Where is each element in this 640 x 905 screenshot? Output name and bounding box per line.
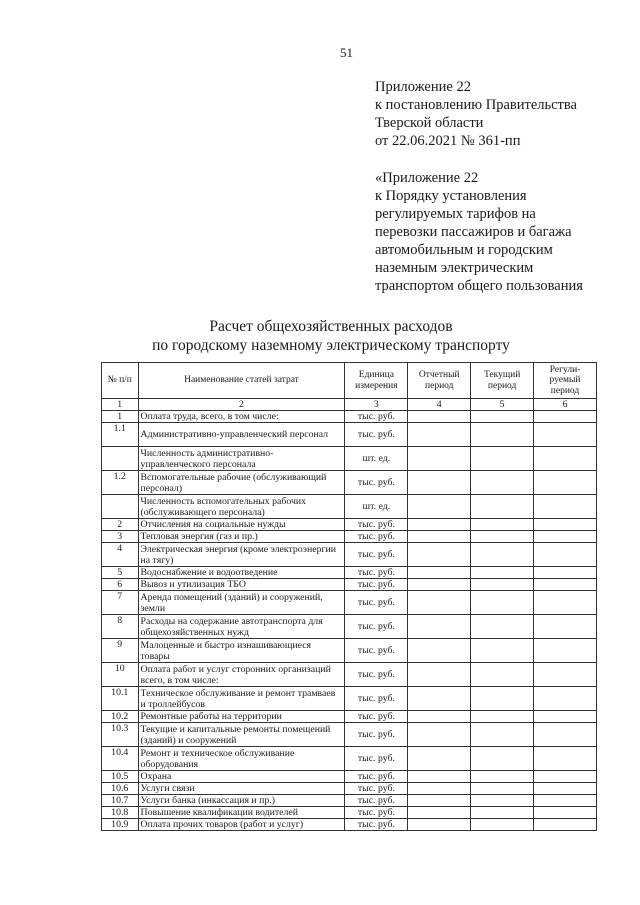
- row-current-value: [471, 615, 534, 639]
- row-unit: шт. ед.: [345, 447, 408, 471]
- table-row: [102, 495, 597, 519]
- row-cost-item: Оплата труда, всего, в том числе:: [138, 411, 345, 423]
- row-current-value: [471, 711, 534, 723]
- document-title: [0, 317, 640, 355]
- row-cost-item: Электрическая энергия (кроме электроэнергии на тягу): [138, 543, 345, 567]
- row-cost-item: Охрана: [138, 771, 345, 783]
- header-num: № п/п: [102, 363, 139, 399]
- row-current-value: [471, 771, 534, 783]
- row-reporting-value: [408, 591, 471, 615]
- row-regulated-value: [534, 579, 597, 591]
- row-regulated-value: [534, 543, 597, 567]
- row-unit: тыс. руб.: [345, 723, 408, 747]
- table-row: [102, 531, 597, 543]
- appendix-quote-line: транспортом общего пользования: [375, 278, 583, 294]
- column-number: 3: [345, 399, 408, 411]
- row-cost-item: Малоценные и быстро изнашивающиеся товары: [138, 639, 345, 663]
- row-cost-item: Отчисления на социальные нужды: [138, 519, 345, 531]
- row-regulated-value: [534, 723, 597, 747]
- row-regulated-value: [534, 447, 597, 471]
- row-current-value: [471, 411, 534, 423]
- table-row: [102, 591, 597, 615]
- row-current-value: [471, 447, 534, 471]
- appendix-quote-line: к Порядку установления: [375, 188, 527, 204]
- row-regulated-value: [534, 807, 597, 819]
- table-row: [102, 423, 597, 447]
- row-cost-item: Тепловая энергия (газ и пр.): [138, 531, 345, 543]
- column-number: 5: [471, 399, 534, 411]
- table-row: [102, 711, 597, 723]
- row-number: 10: [102, 663, 139, 687]
- column-number: 6: [534, 399, 597, 411]
- cost-table-body: [102, 411, 597, 831]
- row-cost-item: Водоснабжение и водоотведение: [138, 567, 345, 579]
- row-reporting-value: [408, 687, 471, 711]
- column-number: 1: [102, 399, 139, 411]
- header-current-period: Текущий период: [471, 363, 534, 399]
- row-regulated-value: [534, 471, 597, 495]
- appendix-quote-line: «Приложение 22: [375, 170, 479, 186]
- row-reporting-value: [408, 807, 471, 819]
- row-unit: тыс. руб.: [345, 771, 408, 783]
- row-number: 10.1: [102, 687, 139, 711]
- row-number: 1.2: [102, 471, 139, 495]
- row-reporting-value: [408, 495, 471, 519]
- header-name: Наименование статей затрат: [138, 363, 345, 399]
- row-reporting-value: [408, 795, 471, 807]
- table-row: [102, 567, 597, 579]
- row-cost-item: Численность вспомогательных рабочих (обслуживающего персонала): [138, 495, 345, 519]
- row-unit: тыс. руб.: [345, 783, 408, 795]
- table-row: [102, 579, 597, 591]
- row-unit: тыс. руб.: [345, 519, 408, 531]
- row-unit: тыс. руб.: [345, 711, 408, 723]
- row-unit: тыс. руб.: [345, 819, 408, 831]
- table-row: [102, 615, 597, 639]
- appendix-quote-line: перевозки пассажиров и багажа: [375, 224, 572, 240]
- title-line-1: Расчет общехозяйственных расходов: [209, 318, 453, 335]
- row-reporting-value: [408, 615, 471, 639]
- row-number: 9: [102, 639, 139, 663]
- column-number: 4: [408, 399, 471, 411]
- row-reporting-value: [408, 543, 471, 567]
- row-number: 10.2: [102, 711, 139, 723]
- row-unit: тыс. руб.: [345, 591, 408, 615]
- row-regulated-value: [534, 747, 597, 771]
- row-current-value: [471, 519, 534, 531]
- row-unit: тыс. руб.: [345, 795, 408, 807]
- row-reporting-value: [408, 567, 471, 579]
- row-number: 3: [102, 531, 139, 543]
- row-current-value: [471, 639, 534, 663]
- row-unit: тыс. руб.: [345, 579, 408, 591]
- row-reporting-value: [408, 471, 471, 495]
- row-reporting-value: [408, 747, 471, 771]
- appendix-header-line: к постановлению Правительства: [375, 97, 577, 113]
- row-reporting-value: [408, 639, 471, 663]
- cost-table: [101, 362, 597, 831]
- row-number: 7: [102, 591, 139, 615]
- row-regulated-value: [534, 795, 597, 807]
- row-current-value: [471, 723, 534, 747]
- row-reporting-value: [408, 783, 471, 795]
- row-regulated-value: [534, 531, 597, 543]
- row-current-value: [471, 807, 534, 819]
- row-cost-item: Численность административно-управленческого персонала: [138, 447, 345, 471]
- row-cost-item: Техническое обслуживание и ремонт трамваев и троллейбусов: [138, 687, 345, 711]
- row-unit: тыс. руб.: [345, 639, 408, 663]
- row-number: 5: [102, 567, 139, 579]
- row-unit: тыс. руб.: [345, 615, 408, 639]
- row-unit: тыс. руб.: [345, 747, 408, 771]
- row-regulated-value: [534, 687, 597, 711]
- table-header-row: [102, 363, 597, 399]
- row-reporting-value: [408, 447, 471, 471]
- row-unit: тыс. руб.: [345, 531, 408, 543]
- row-unit: тыс. руб.: [345, 807, 408, 819]
- row-regulated-value: [534, 567, 597, 579]
- row-reporting-value: [408, 411, 471, 423]
- row-number: 10.5: [102, 771, 139, 783]
- page-number: 51: [340, 45, 353, 60]
- row-unit: тыс. руб.: [345, 471, 408, 495]
- row-regulated-value: [534, 711, 597, 723]
- row-number: 4: [102, 543, 139, 567]
- table-row: [102, 783, 597, 795]
- row-regulated-value: [534, 519, 597, 531]
- column-number-row: [102, 399, 597, 411]
- row-current-value: [471, 747, 534, 771]
- row-regulated-value: [534, 615, 597, 639]
- table-row: [102, 471, 597, 495]
- row-number: 8: [102, 615, 139, 639]
- header-unit: Единица измерения: [345, 363, 408, 399]
- row-unit: тыс. руб.: [345, 567, 408, 579]
- table-row: [102, 795, 597, 807]
- row-cost-item: Оплата работ и услуг сторонних организаций всего, в том числе:: [138, 663, 345, 687]
- row-cost-item: Расходы на содержание автотранспорта для общехозяйственных нужд: [138, 615, 345, 639]
- row-current-value: [471, 579, 534, 591]
- row-current-value: [471, 543, 534, 567]
- row-current-value: [471, 687, 534, 711]
- row-reporting-value: [408, 819, 471, 831]
- row-reporting-value: [408, 663, 471, 687]
- row-number: [102, 447, 139, 471]
- appendix-header: [375, 78, 583, 295]
- row-number: 10.8: [102, 807, 139, 819]
- row-unit: тыс. руб.: [345, 687, 408, 711]
- table-row: [102, 819, 597, 831]
- row-reporting-value: [408, 723, 471, 747]
- appendix-header-line: Тверской области: [375, 115, 484, 131]
- row-unit: тыс. руб.: [345, 663, 408, 687]
- appendix-header-line: от 22.06.2021 № 361-пп: [375, 133, 521, 149]
- row-regulated-value: [534, 771, 597, 783]
- row-reporting-value: [408, 711, 471, 723]
- row-number: 1: [102, 411, 139, 423]
- appendix-quote-line: наземным электрическим: [375, 260, 534, 276]
- row-reporting-value: [408, 423, 471, 447]
- row-cost-item: Аренда помещений (зданий) и сооружений, земли: [138, 591, 345, 615]
- row-number: 10.4: [102, 747, 139, 771]
- row-current-value: [471, 471, 534, 495]
- row-number: 10.7: [102, 795, 139, 807]
- row-cost-item: Услуги связи: [138, 783, 345, 795]
- row-current-value: [471, 567, 534, 579]
- row-number: 10.6: [102, 783, 139, 795]
- row-reporting-value: [408, 519, 471, 531]
- appendix-quote-line: автомобильным и городским: [375, 242, 553, 258]
- row-regulated-value: [534, 495, 597, 519]
- row-current-value: [471, 663, 534, 687]
- table-row: [102, 543, 597, 567]
- row-cost-item: Повышение квалификации водителей: [138, 807, 345, 819]
- row-cost-item: Ремонт и техническое обслуживание оборудования: [138, 747, 345, 771]
- table-row: [102, 687, 597, 711]
- row-cost-item: Оплата прочих товаров (работ и услуг): [138, 819, 345, 831]
- row-regulated-value: [534, 819, 597, 831]
- row-unit: шт. ед.: [345, 495, 408, 519]
- row-unit: тыс. руб.: [345, 423, 408, 447]
- table-row: [102, 639, 597, 663]
- table-row: [102, 447, 597, 471]
- row-regulated-value: [534, 783, 597, 795]
- row-regulated-value: [534, 663, 597, 687]
- row-reporting-value: [408, 579, 471, 591]
- table-row: [102, 663, 597, 687]
- row-number: [102, 495, 139, 519]
- row-reporting-value: [408, 531, 471, 543]
- row-regulated-value: [534, 423, 597, 447]
- row-number: 10.9: [102, 819, 139, 831]
- row-regulated-value: [534, 639, 597, 663]
- row-current-value: [471, 495, 534, 519]
- row-current-value: [471, 591, 534, 615]
- row-reporting-value: [408, 771, 471, 783]
- row-current-value: [471, 423, 534, 447]
- row-current-value: [471, 795, 534, 807]
- row-cost-item: Вывоз и утилизация ТБО: [138, 579, 345, 591]
- row-current-value: [471, 783, 534, 795]
- row-unit: тыс. руб.: [345, 543, 408, 567]
- row-current-value: [471, 819, 534, 831]
- appendix-header-line: Приложение 22: [375, 79, 471, 95]
- row-unit: тыс. руб.: [345, 411, 408, 423]
- row-cost-item: Текущие и капитальные ремонты помещений (зданий) и сооружений: [138, 723, 345, 747]
- column-number: 2: [138, 399, 345, 411]
- table-row: [102, 747, 597, 771]
- row-cost-item: Административно-управленческий персонал: [138, 423, 345, 447]
- table-row: [102, 411, 597, 423]
- row-number: 1.1: [102, 423, 139, 447]
- table-row: [102, 807, 597, 819]
- header-regulated-period: Регули-руемый период: [534, 363, 597, 399]
- table-row: [102, 723, 597, 747]
- row-number: 2: [102, 519, 139, 531]
- row-cost-item: Услуги банка (инкассация и пр.): [138, 795, 345, 807]
- table-row: [102, 519, 597, 531]
- row-cost-item: Ремонтные работы на территории: [138, 711, 345, 723]
- title-line-2: по городскому наземному электрическому транспорту: [152, 337, 510, 354]
- row-cost-item: Вспомогательные рабочие (обслуживающий персонал): [138, 471, 345, 495]
- row-regulated-value: [534, 411, 597, 423]
- table-row: [102, 771, 597, 783]
- header-reporting-period: Отчетный период: [408, 363, 471, 399]
- appendix-quote-line: регулируемых тарифов на: [375, 206, 536, 222]
- row-number: 10.3: [102, 723, 139, 747]
- row-current-value: [471, 531, 534, 543]
- row-regulated-value: [534, 591, 597, 615]
- row-number: 6: [102, 579, 139, 591]
